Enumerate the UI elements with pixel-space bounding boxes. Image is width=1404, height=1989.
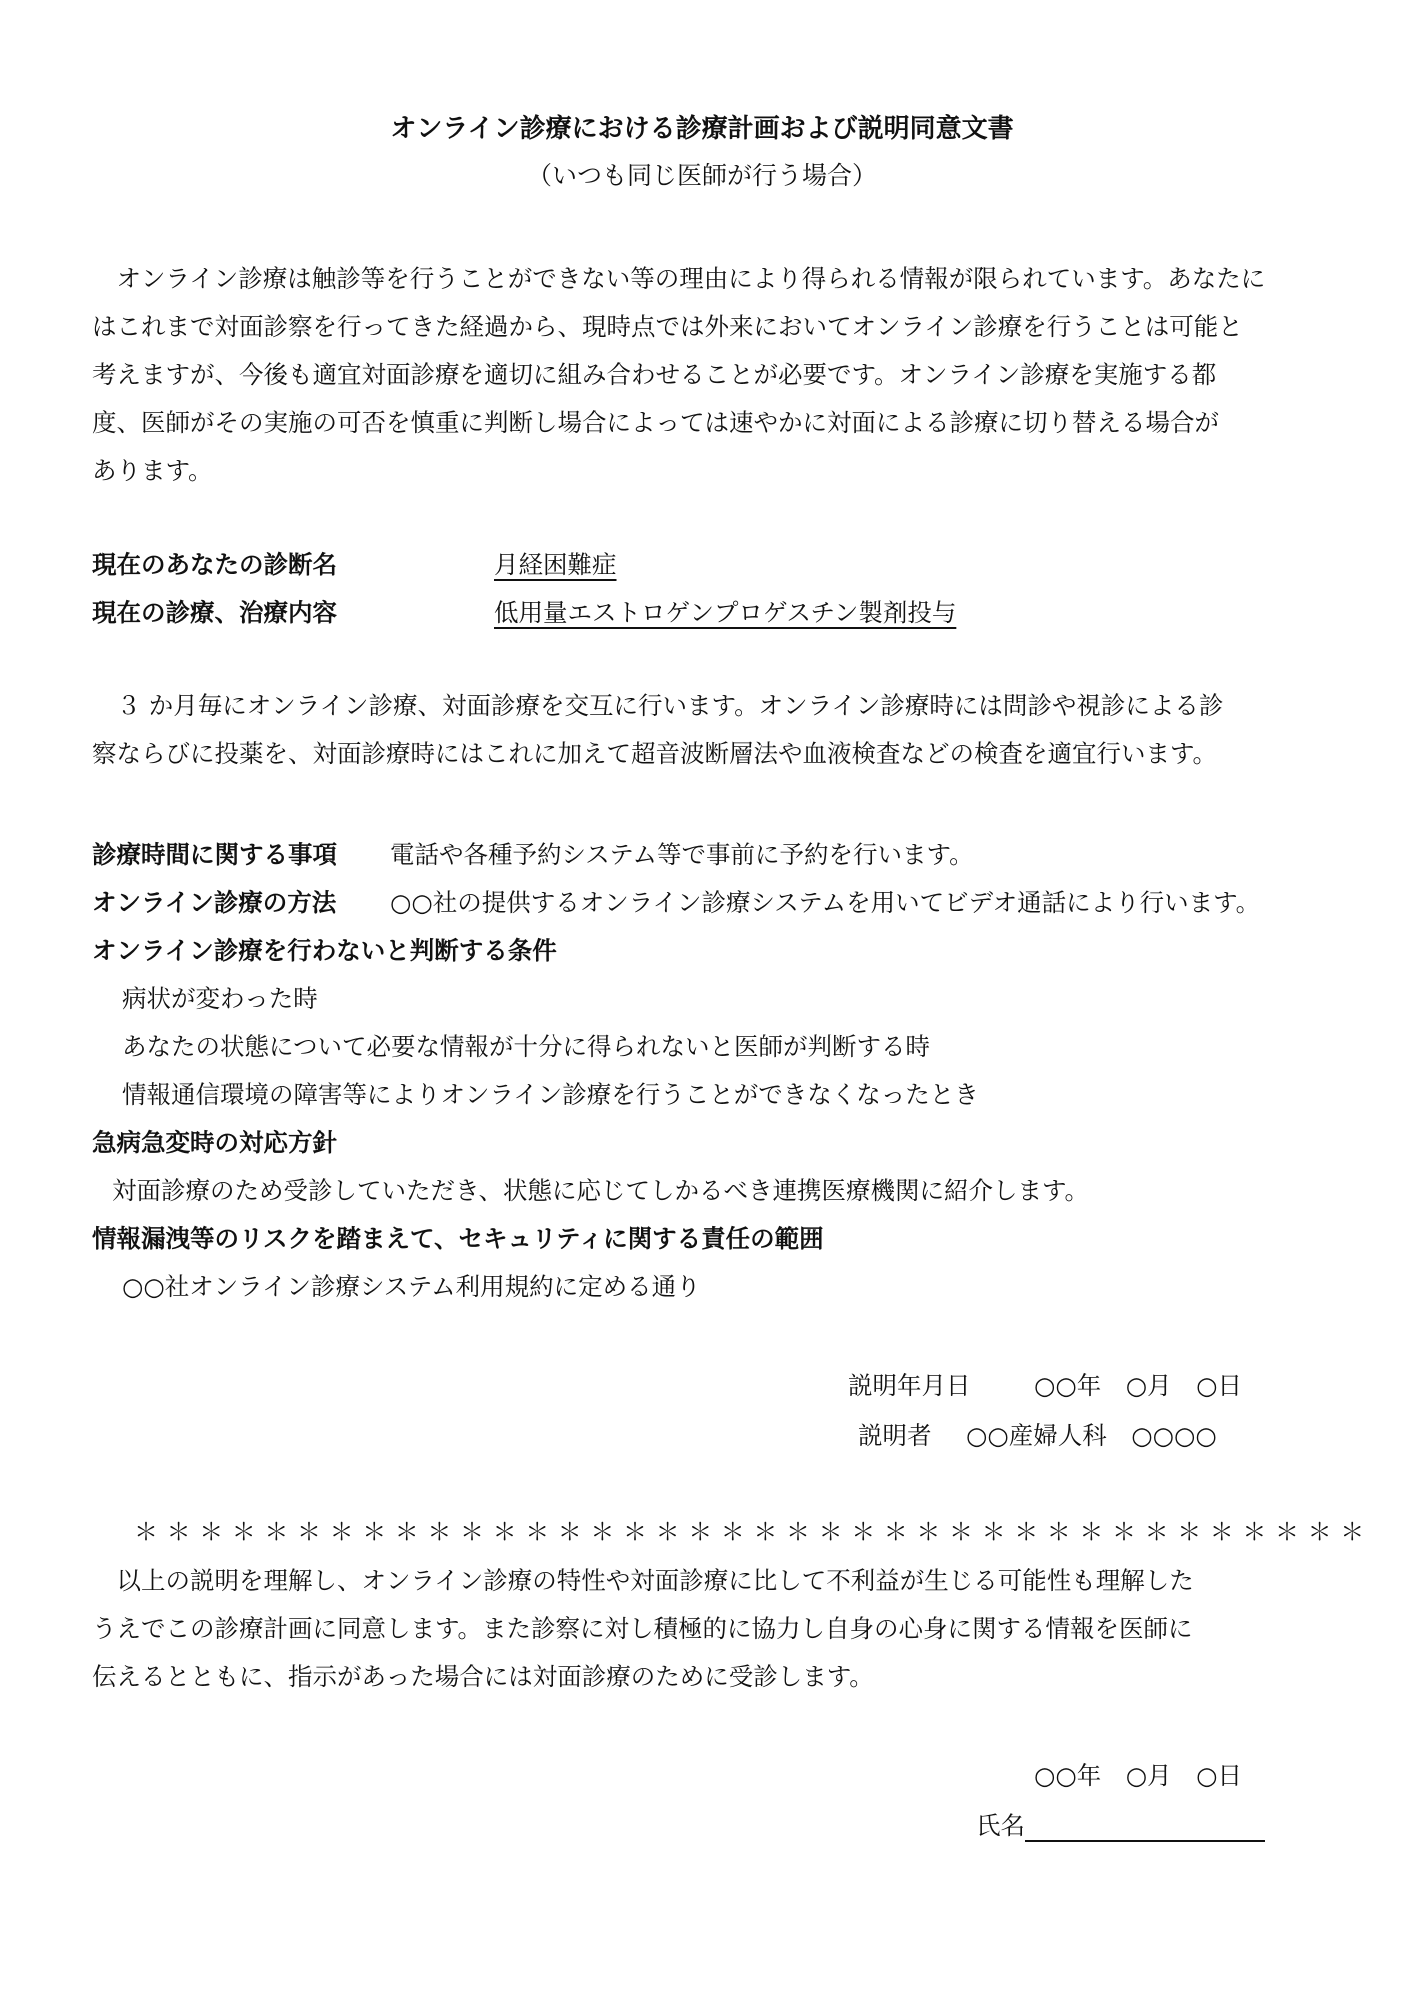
explain-date-label: 説明年月日 [848,1371,971,1400]
explainer-value: ○○産婦人科 ○○○○ [966,1421,1217,1450]
consent-line: うえでこの診療計画に同意します。また診察に対し積極的に協力し自身の心身に関する情報を医師に [92,1614,1193,1643]
condition-item: 病状が変わった時 [122,984,318,1013]
security-label: 情報漏洩等のリスクを踏まえて、セキュリティに関する責任の範囲 [92,1224,824,1253]
condition-item: 情報通信環境の障害等によりオンライン診療を行うことができなくなったとき [122,1080,979,1109]
name-label: 氏名 [976,1811,1025,1840]
diagnosis-label: 現在のあなたの診断名 [92,550,337,579]
emergency-label: 急病急変時の対応方針 [92,1128,337,1157]
conditions-label: オンライン診療を行わないと判断する条件 [92,936,557,965]
time-label: 診療時間に関する事項 [92,840,337,869]
intro-line: あります。 [92,456,213,485]
consent-line: 以上の説明を理解し、オンライン診療の特性や対面診療に比して不利益が生じる可能性も理解した [92,1566,1194,1595]
schedule-line: 察ならびに投薬を、対面診療時にはこれに加えて超音波断層法や血液検査などの検査を適宜行います。 [92,739,1218,768]
treatment-label: 現在の診療、治療内容 [92,598,337,627]
consent-line: 伝えるとともに、指示があった場合には対面診療のために受診します。 [92,1662,874,1691]
emergency-value: 対面診療のため受診していただき、状態に応じてしかるべき連携医療機関に紹介します。 [112,1176,1090,1205]
security-value: ○○社オンライン診療システム利用規約に定める通り [122,1272,701,1301]
intro-line: 考えますが、今後も適宜対面診療を適切に組み合わせることが必要です。オンライン診療を実施する都 [92,360,1217,389]
signature-field[interactable] [1025,1814,1265,1842]
condition-item: あなたの状態について必要な情報が十分に得られないと医師が判断する時 [122,1032,931,1061]
explainer-label: 説明者 [858,1421,932,1450]
signature-row [976,1807,1265,1842]
document-title: オンライン診療における診療計画および説明同意文書 [390,114,1014,144]
explain-date-value: ○○年 ○月 ○日 [1034,1371,1243,1400]
method-label: オンライン診療の方法 [92,888,337,917]
consent-date: ○○年 ○月 ○日 [1034,1761,1243,1790]
diagnosis-value: 月経困難症 [494,550,617,579]
intro-paragraph [92,255,1322,495]
schedule-paragraph [92,682,1322,778]
intro-line: 度、医師がその実施の可否を慎重に判断し場合によっては速やかに対面による診療に切り替える場合が [92,408,1219,437]
intro-line: はこれまで対面診察を行ってきた経過から、現時点では外来においてオンライン診療を行うことは可能と [92,312,1243,341]
intro-line: オンライン診療は触診等を行うことができない等の理由により得られる情報が限られています。あなたに [92,264,1266,293]
treatment-value: 低用量エストロゲンプロゲスチン製剤投与 [494,598,957,627]
document-subtitle: （いつも同じ医師が行う場合） [526,161,877,190]
separator-line: ＊＊＊＊＊＊＊＊＊＊＊＊＊＊＊＊＊＊＊＊＊＊＊＊＊＊＊＊＊＊＊＊＊＊＊＊＊＊ [134,1518,1373,1546]
time-value: 電話や各種予約システム等で事前に予約を行います。 [390,840,974,869]
method-value: ○○社の提供するオンライン診療システムを用いてビデオ通話により行います。 [390,888,1261,917]
schedule-line: ３ か月毎にオンライン診療、対面診療を交互に行います。オンライン診療時には問診や視診による診 [92,691,1224,720]
consent-paragraph [92,1557,1322,1701]
